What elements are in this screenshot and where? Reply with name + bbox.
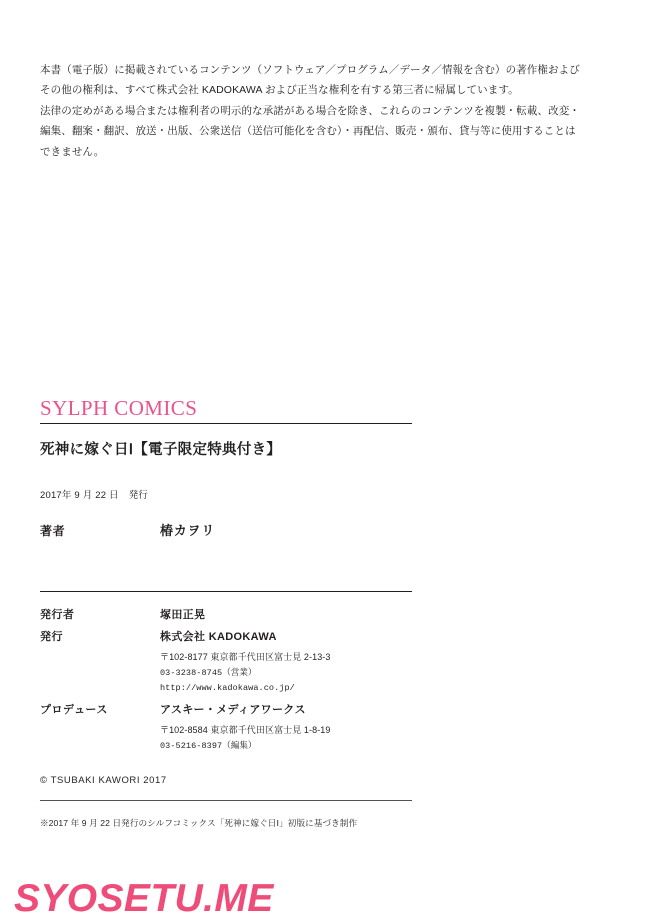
site-watermark: SYOSETU.ME bbox=[14, 877, 274, 920]
author-name: 椿カヲリ bbox=[160, 523, 216, 539]
producer-row bbox=[40, 701, 412, 717]
notice-line-5: できません。 bbox=[40, 145, 105, 158]
divider-middle bbox=[40, 591, 412, 592]
publication-date-label: 発行 bbox=[128, 490, 149, 502]
producer-label: プロデュース bbox=[40, 703, 108, 716]
sylph-comics-logo: SYLPH COMICS bbox=[40, 396, 198, 420]
book-title: 死神に嫁ぐ日Ⅰ【電子限定特典付き】 bbox=[40, 442, 282, 458]
publisher-phone: 03-3238-8745（営業） bbox=[160, 668, 257, 679]
producer-address: 〒102-8584 東京都千代田区富士見 1-8-19 bbox=[160, 724, 331, 735]
publisher-name: 株式会社 KADOKAWA bbox=[160, 631, 277, 644]
notice-line-4: 編集、翻案・翻訳、放送・出版、公衆送信（送信可能化を含む）・再配信、販売・頒布、貸与等に使用することは bbox=[40, 125, 576, 138]
producer-phone: 03-5216-8397（編集） bbox=[160, 740, 257, 751]
publisher-address: 〒102-8177 東京都千代田区富士見 2-13-3 bbox=[160, 652, 331, 663]
publisher-person-name: 塚田正晃 bbox=[160, 609, 206, 622]
publisher-info bbox=[40, 606, 412, 753]
publication-date-value: 2017年 9 月 22 日 bbox=[40, 490, 119, 502]
publisher-person-label: 発行者 bbox=[40, 609, 75, 622]
publisher-url[interactable]: http://www.kadokawa.co.jp/ bbox=[160, 682, 295, 693]
publication-date bbox=[40, 487, 412, 501]
notice-line-1: 本書（電子版）に掲載されているコンテンツ（ソフトウェア／プログラム／データ／情報を含む）の著作権および bbox=[40, 64, 580, 76]
publisher-person-row bbox=[40, 606, 412, 622]
producer-name: アスキー・メディアワークス bbox=[160, 703, 306, 716]
publisher-label: 発行 bbox=[40, 631, 63, 644]
author-row bbox=[40, 520, 412, 539]
notice-line-3: 法律の定めがある場合または権利者の明示的な承諾がある場合を除き、これらのコンテンツを複製・転載、改変・ bbox=[40, 104, 580, 117]
notice-line-2: その他の権利は、すべて株式会社 KADOKAWA および正当な権利を有する第三者に帰属しています。 bbox=[40, 84, 519, 97]
copyright-line: © TSUBAKI KAWORI 2017 bbox=[40, 775, 167, 787]
edition-footnote: ※2017 年 9 月 22 日発行のシルフコミックス「死神に嫁ぐ日Ⅰ」初版に基づき制作 bbox=[40, 818, 358, 829]
divider-top bbox=[40, 423, 412, 424]
colophon bbox=[40, 398, 412, 831]
divider-bottom bbox=[40, 800, 412, 801]
author-label: 著者 bbox=[40, 524, 66, 539]
rights-notice bbox=[40, 60, 612, 162]
publisher-row bbox=[40, 628, 412, 644]
